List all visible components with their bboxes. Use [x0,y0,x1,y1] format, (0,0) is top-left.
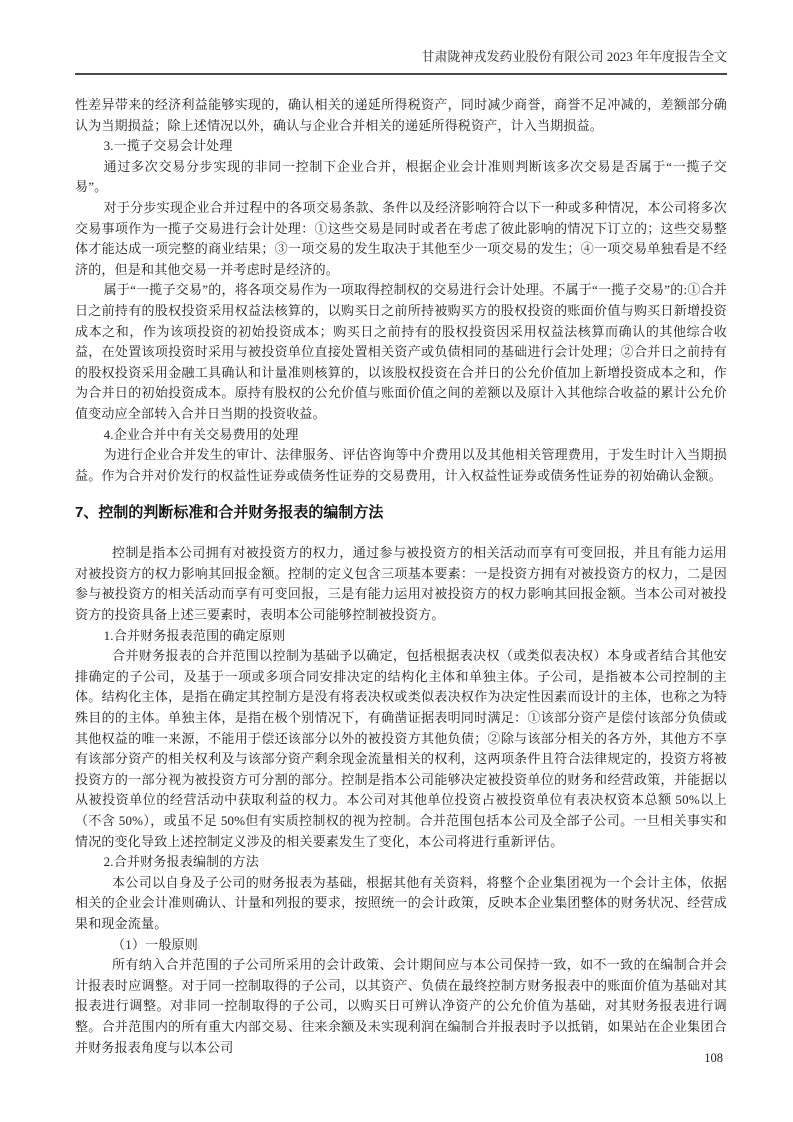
report-title: 甘肃陇神戎发药业股份有限公司 2023 年年度报告全文 [421,49,727,64]
paragraph-consolidation-method-detail: 本公司以自身及子公司的财务报表为基础，根据其他有关资料，将整个企业集团视为一个会计主体，依据相关的企业会计准则确认、计量和列报的要求，按照统一的会计政策，反映本企业集团整体的财务状况、经营成果和现金流量。 [75,874,727,931]
header-divider [75,73,727,75]
paragraph-consolidation-scope-detail: 合并财务报表的合并范围以控制为基础予以确定，包括根据表决权（或类似表决权）本身或者结合其他安排确定的子公司，及基于一项或多项合同安排决定的结构化主体和单独主体。子公司，是指被本公司控制的主体。结构化主体，是指在确定其控制方是没有将表决权或类似表决权作为决定性因素而设计的主体，也称之为特殊目的的主体。单独主体，是指在极个别情况下，有确凿证据表明同时满足：①该部分资产是偿付该部分负债或其他权益的唯一来源，不能用于偿还该部分以外的被投资方其他负债；②除与该部分相关的各方外，其他方不享有该部分资产的相关权利及与该部分资产剩余现金流量相关的权利，这两项条件且符合法律规定的，投资方将被投资方的一部分视为被投资方可分割的部分。控制是指本公司能够决定被投资单位的财务和经营政策，并能据以从被投资单位的经营活动中获取利益的权力。本公司对其他单位投资占被投资单位有表决权资本总额 50%以上（不含 50%），或虽不足 50%但有实质控制权的视为控制。合并范围包括本公司及全部子公司。一旦相关事实和情况的变化导致上述控制定义涉及的相关要素发生了变化，本公司将进行重新评估。 [75,648,727,849]
subheading-consolidation-scope-principle: 1.合并财务报表范围的确定原则 [103,627,286,643]
subheading-consolidation-method: 2.合并财务报表编制的方法 [103,854,259,870]
subheading-merger-transaction-costs: 4.企业合并中有关交易费用的处理 [103,426,299,442]
paragraph-package-deal-criteria: 对于分步实现企业合并过程中的各项交易条款、条件以及经济影响符合以下一种或多种情况，本公司将多次交易事项作为一揽子交易进行会计处理：①这些交易是同时或者在考虑了彼此影响的情况下订立的；这些交易整体才能达成一项完整的商业结果；③一项交易的发生取决于其他至少一项交易的发生；④一项交易单独看是不经济的，但是和其他交易一并考虑时是经济的。 [75,199,727,277]
subheading-general-principles: （1）一般原则 [112,936,198,952]
paragraph-transaction-costs-treatment: 为进行企业合并发生的审计、法律服务、评估咨询等中介费用以及其他相关管理费用，于发生时计入当期损益。作为合并对价发行的权益性证券或债务性证券的交易费用，计入权益性证券或债务性证券的初始确认金额。 [75,447,727,483]
document-body [75,95,727,1058]
page-number: 108 [704,1051,723,1065]
paragraph-multi-step-merger: 通过多次交易分步实现的非同一控制下企业合并，根据企业会计准则判断该多次交易是否属于“一揽子交易”。 [75,158,727,195]
paragraph-general-principles-detail: 所有纳入合并范围的子公司所采用的会计政策、会计期间应与本公司保持一致，如不一致的在编制合并会计报表时应调整。对于同一控制取得的子公司，以其资产、负债在最终控制方财务报表中的账面价值为基础对其报表进行调整。对非同一控制取得的子公司，以购买日可辨认净资产的公允价值为基础，对其财务报表进行调整。合并范围内的所有重大内部交易、往来余额及未实现利润在编制合并报表时予以抵销，如果站在企业集团合并财务报表角度与以本公司 [75,957,727,1055]
paragraph-package-deal-treatment: 属于“一揽子交易”的，将各项交易作为一项取得控制权的交易进行会计处理。不属于“一揽子交易”的:①合并日之前持有的股权投资采用权益法核算的，以购买日之前所持被购买方的股权投资的账面价值与购买日新增投资成本之和，作为该项投资的初始投资成本；购买日之前持有的股权投资因采用权益法核算而确认的其他综合收益，在处置该项投资时采用与被投资单位直接处置相关资产或负债相同的基础进行会计处理；②合并日之前持有的股权投资采用金融工具确认和计量准则核算的，以该股权投资在合并日的公允价值加上新增投资成本之和，作为合并日的初始投资成本。原持有股权的公允价值与账面价值之间的差额以及原计入其他综合收益的累计公允价值变动应全部转入合并日当期的投资收益。 [75,282,727,421]
paragraph-control-definition: 控制是指本公司拥有对被投资方的权力，通过参与被投资方的相关活动而享有可变回报，并且有能力运用对被投资方的权力影响其回报金额。控制的定义包含三项基本要素：一是投资方拥有对被投资方的权力，二是因参与被投资方的相关活动而享有可变回报，三是有能力运用对被投资方的权力影响其回报金额。当本公司对被投资方的投资具备上述三要素时，表明本公司能够控制被投资方。 [75,545,727,623]
section-heading-control-criteria: 7、控制的判断标准和合并财务报表的编制方法 [75,504,384,522]
subheading-package-deal-accounting: 3.一揽子交易会计处理 [103,138,233,154]
page-header [75,49,727,75]
paragraph-deferred-tax-continuation: 性差异带来的经济利益能够实现的，确认相关的递延所得税资产，同时减少商誉，商誉不足冲减的，差额部分确认为当期损益；除上述情况以外，确认与企业合并相关的递延所得税资产，计入当期损益。 [75,97,727,133]
